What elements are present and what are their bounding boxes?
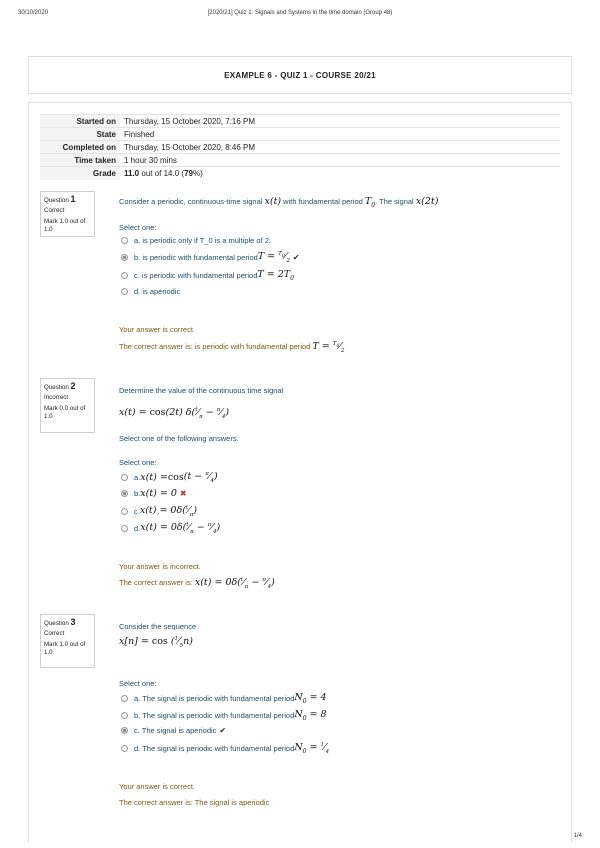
answer-option[interactable]: c. $x(t) = 0\delta(^t⁄_\pi)$ [121,505,197,518]
summary-value: Finished [120,128,560,141]
question-info-2 [40,378,95,433]
table-row [40,141,560,154]
answer-option[interactable]: d. The signal is periodic with fundamental period $N_0$ = $^1⁄_4$ [121,742,329,755]
summary-value: Thursday, 15 October 2020, 8:46 PM [120,141,560,154]
answer-option[interactable]: b. The signal is periodic with fundamental period $N_0 = 8$ [121,709,327,722]
grade-outof: out of 14.0 ( [139,168,185,178]
radio-button-selected[interactable] [121,490,128,497]
question-state: Correct [44,630,65,637]
answer-option[interactable]: a. x(t) = cos $(t - ^\pi⁄_4)$ [121,471,218,484]
question-formula: x(t) = cos(2t) $\delta(^t⁄_\pi$ − $^\pi⁄_4$) [119,407,230,421]
grade-value [120,167,560,180]
check-icon: ✔ [219,726,227,735]
summary-key: Time taken [40,154,120,167]
radio-button[interactable] [121,695,128,702]
radio-button[interactable] [121,237,128,244]
answer-option[interactable]: b. is periodic with fundamental period $T = ^{T_0}⁄_2$ ✔ [121,251,300,264]
quiz-title: EXAMPLE 6 - QUIZ 1 - COURSE 20/21 [224,70,376,80]
table-row [40,167,560,180]
summary-value: 1 hour 30 mins [120,154,560,167]
print-title: [2020/21] Quiz 1: Signals and Systems in the time domain (Group 48) [207,10,393,16]
grade-percent: 79 [184,168,193,178]
feedback-text: Your answer is correct. [119,325,196,334]
radio-button[interactable] [121,525,128,532]
math-x-t: x(t) [264,196,282,207]
answer-option[interactable]: d. is aperiodic [121,287,180,296]
summary-key: Completed on [40,141,120,154]
summary-key: State [40,128,120,141]
right-answer: The correct answer is: is periodic with fundamental period $T = ^{T_0}⁄_2$ [119,341,345,355]
summary-key: Started on [40,115,120,128]
radio-button-selected[interactable] [121,727,128,734]
radio-button[interactable] [121,712,128,719]
feedback-text: Your answer is correct. [119,782,196,791]
question-state: Incorrect [44,394,69,401]
question-text-3: Consider the sequence [119,622,197,631]
answer-option[interactable]: a. The signal is periodic with fundamental period $N_0 = 4$ [121,692,327,705]
quiz-heading [28,56,572,94]
answer-option[interactable]: c. The signal is aperiodic ✔ [121,726,226,735]
radio-button[interactable] [121,474,128,481]
question-formula: $x[n] = \cos (^1⁄_5n)$ [119,636,193,650]
feedback-text: Your answer is incorrect. [119,562,201,571]
question-number: Question 2 [44,381,76,391]
question-text-1: Consider a periodic, continuous-time signal x(t) with fundamental period $T_0$. The signal x(2t) [119,196,439,209]
math-T-2T0: $T = 2T_0$ [257,269,294,282]
answer-option[interactable]: d. $x(t) = 0\delta(^t⁄_\pi$ − $^\pi⁄_4$) [121,522,220,535]
question-number: Question 1 [44,194,76,204]
summary-key: Grade [40,167,120,180]
radio-button[interactable] [121,272,128,279]
radio-button[interactable] [121,508,128,515]
table-row [40,154,560,167]
page-number: 1/4 [573,833,582,839]
question-text-2: Determine the value of the continuous time signal [119,386,284,395]
math-x-2t: x(2t) [415,196,439,207]
math-T-half-T0: $T = ^{T_0}⁄_2$ [257,251,290,265]
answer-option[interactable]: c. is periodic with fundamental period $T = 2T_0$ [121,269,294,282]
instruction-text: Select one of the following answers. [119,434,239,443]
math-T0: $T_0$ [364,196,376,209]
answer-option[interactable]: b. x(t) = 0 ✖ [121,488,187,499]
answer-option[interactable]: a. is periodic only if T_0 is a multiple of 2. [121,236,271,245]
radio-button[interactable] [121,288,128,295]
right-answer: The correct answer is: The signal is aperiodic [119,798,270,807]
select-one-label: Select one: [119,679,157,688]
review-panel [28,102,572,842]
select-one-label: Select one: [119,458,157,467]
summary-value: Thursday, 15 October 2020, 7:16 PM [120,115,560,128]
question-number: Question 3 [44,617,76,627]
question-info-1 [40,191,95,237]
attempt-summary-table [40,114,560,180]
cross-icon: ✖ [179,489,187,498]
question-mark: Mark 1.0 out of 1.0 [44,641,86,656]
grade-score: 11.0 [124,168,140,178]
print-date: 30/10/2020 [18,10,49,16]
check-icon: ✔ [292,253,300,263]
radio-button-selected[interactable] [121,254,128,261]
table-row [40,115,560,128]
question-mark: Mark 0.0 out of 1.0 [44,405,86,420]
right-answer: The correct answer is: $x(t) = 0\delta(^t⁄_\pi$ − $^\pi⁄_4$) [119,577,275,591]
grade-end: %) [192,168,203,178]
table-row [40,128,560,141]
radio-button[interactable] [121,745,128,752]
select-one-label: Select one: [119,223,157,232]
question-mark: Mark 1.0 out of 1.0 [44,218,86,233]
question-info-3 [40,614,95,668]
question-state: Correct [44,207,65,214]
math-T-half-T0: $T = ^{T_0}⁄_2$ [312,341,345,355]
